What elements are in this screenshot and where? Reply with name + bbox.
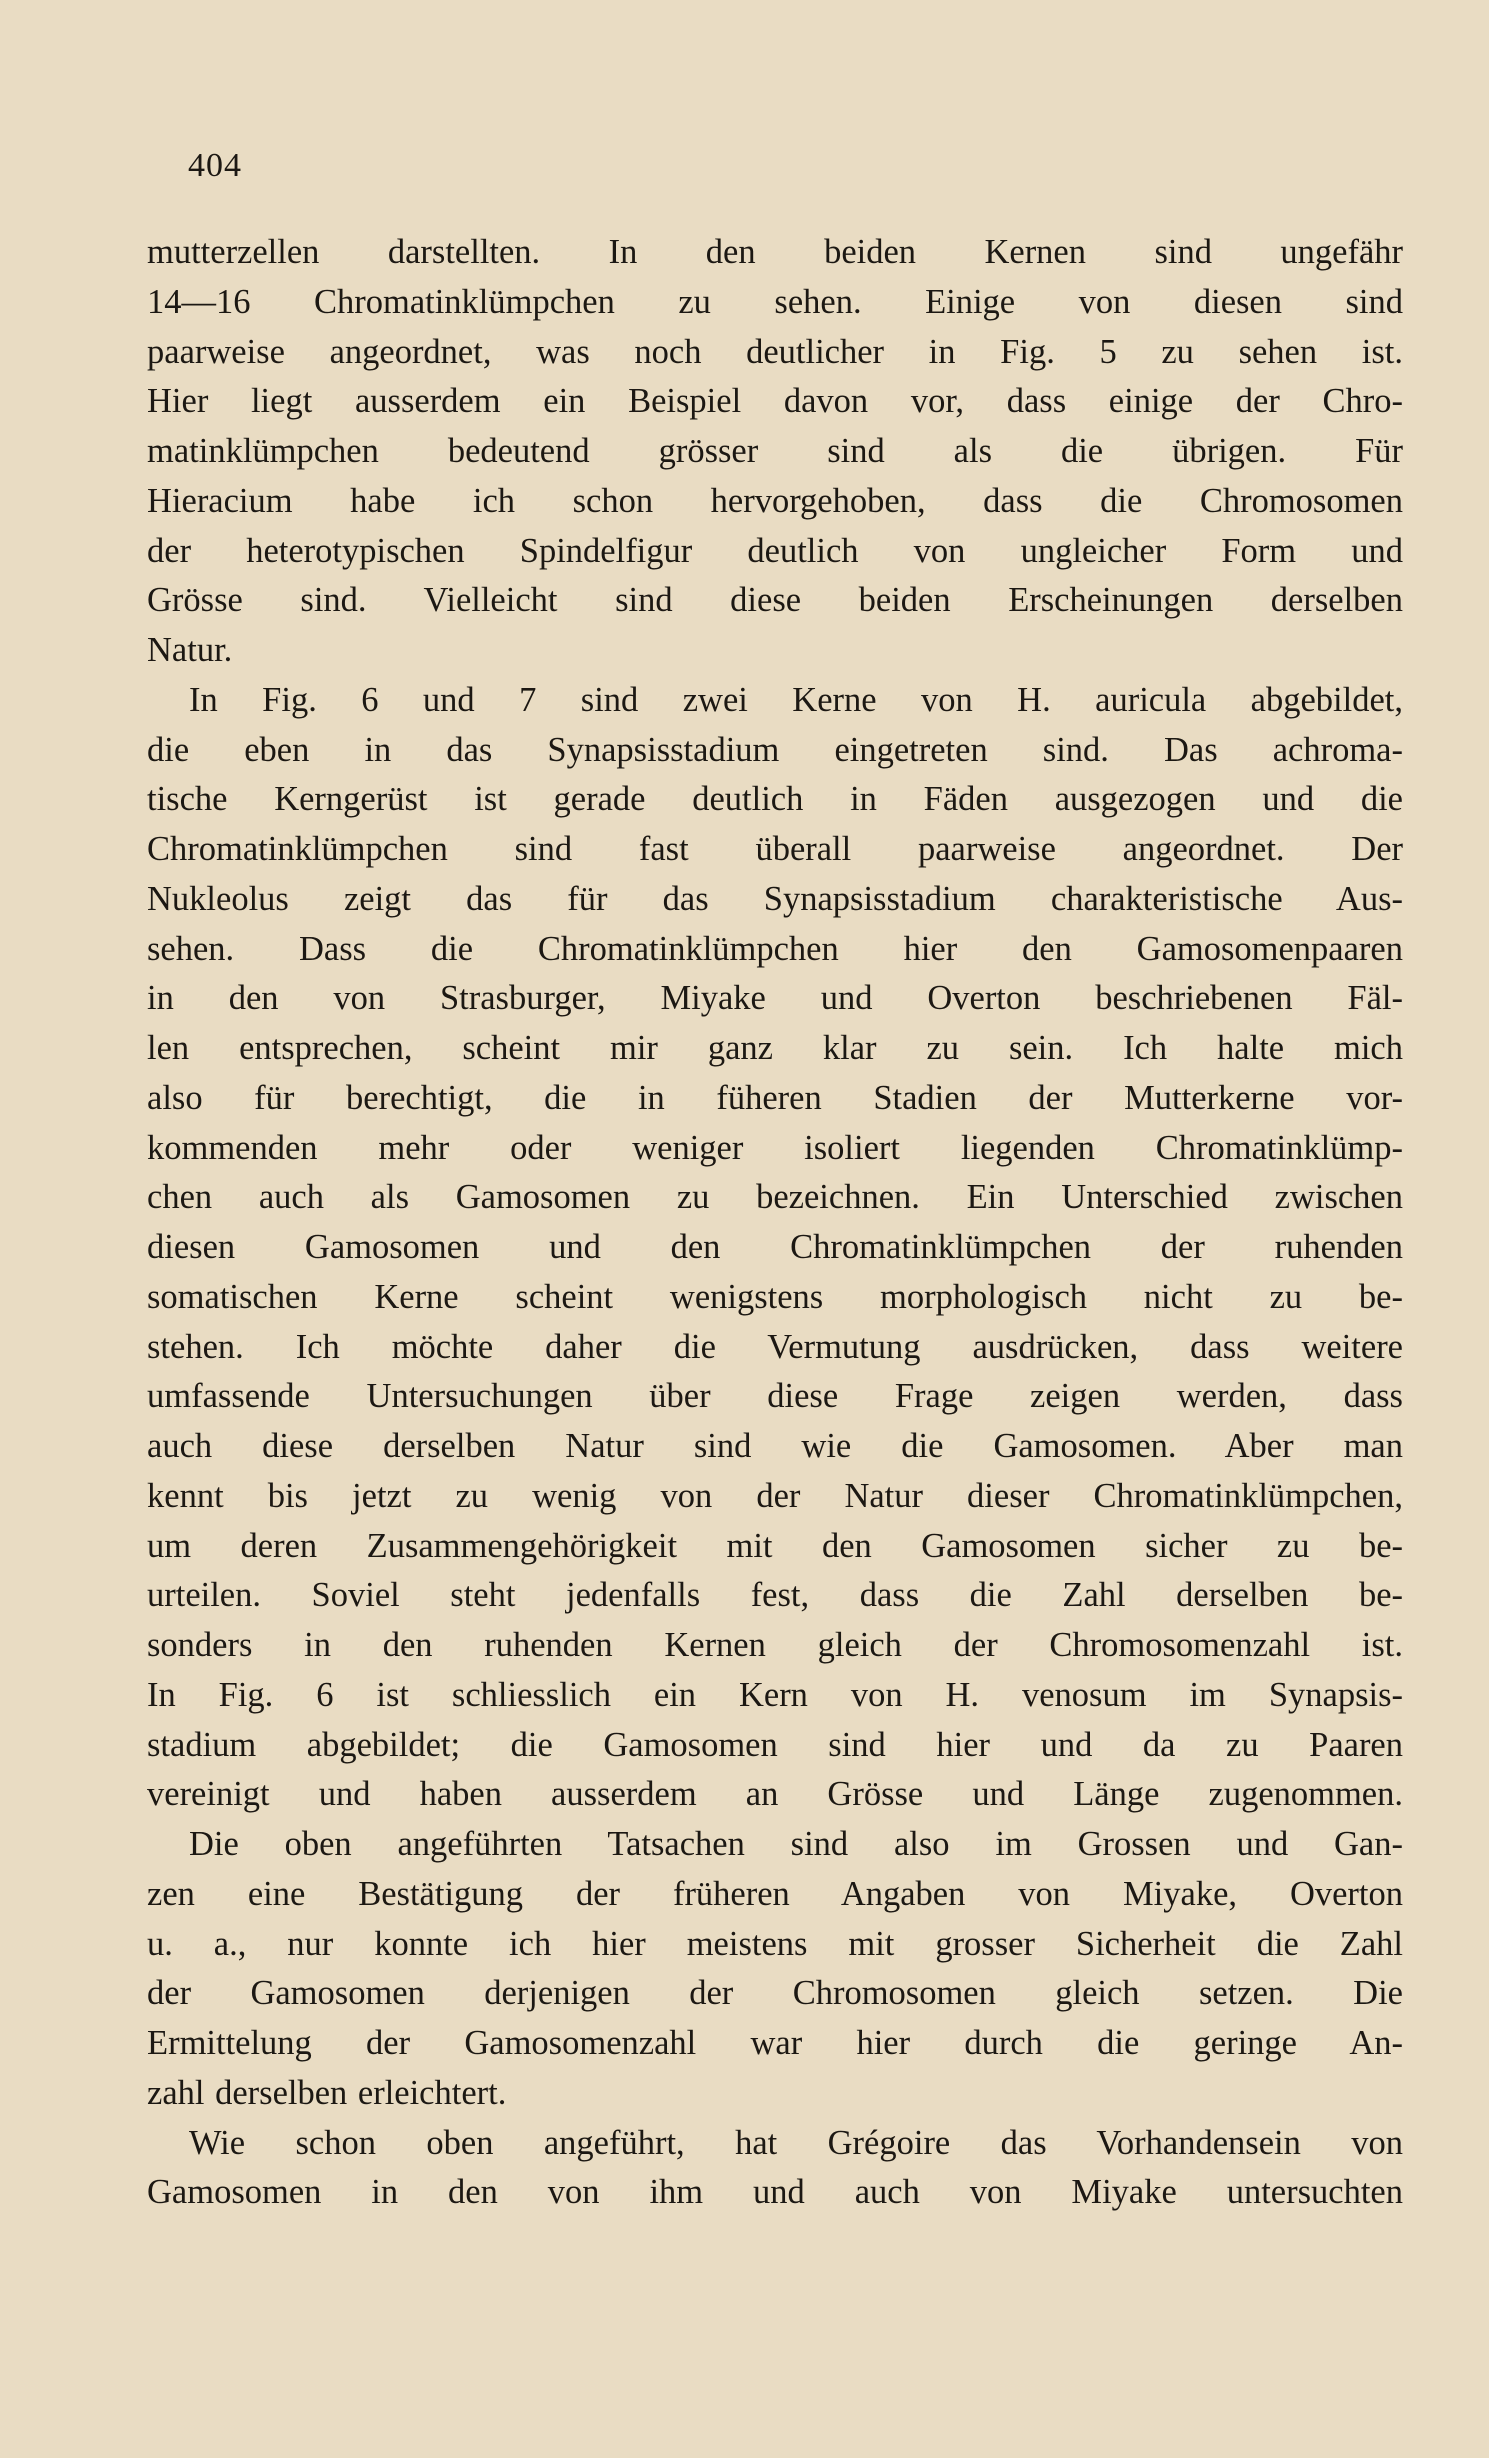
body-text: [147, 228, 1403, 2218]
text-line: somatischen Kerne scheint wenigstens morphologisch nicht zu be-: [147, 1277, 1403, 1316]
text-line: Natur.: [147, 631, 233, 669]
text-line: In Fig. 6 ist schliesslich ein Kern von H. venosum im Synapsis-: [147, 1675, 1403, 1714]
text-line: matinklümpchen bedeutend grösser sind als die übrigen. Für: [147, 432, 1403, 470]
text-line: der Gamosomen derjenigen der Chromosomen gleich setzen. Die: [147, 1974, 1403, 2013]
text-line: auch diese derselben Natur sind wie die Gamosomen. Aber man: [147, 1427, 1403, 1465]
text-line: kennt bis jetzt zu wenig von der Natur dieser Chromatinklümpchen,: [147, 1476, 1403, 1515]
text-line: umfassende Untersuchungen über diese Frage zeigen werden, dass: [147, 1377, 1403, 1416]
text-line: zen eine Bestätigung der früheren Angaben von Miyake, Overton: [147, 1874, 1403, 1913]
text-line: vereinigt und haben ausserdem an Grösse und Länge zugenommen.: [147, 1775, 1403, 1814]
text-line: diesen Gamosomen und den Chromatinklümpchen der ruhenden: [147, 1228, 1403, 1266]
text-line: Nukleolus zeigt das für das Synapsisstadium charakteristische Aus-: [147, 879, 1403, 918]
page-number: 404: [188, 147, 242, 184]
text-line: Grösse sind. Vielleicht sind diese beiden Erscheinungen derselben: [147, 581, 1403, 620]
text-line: Hieracium habe ich schon hervorgehoben, dass die Chromosomen: [147, 481, 1403, 520]
text-line: die eben in das Synapsisstadium eingetreten sind. Das achroma-: [147, 730, 1403, 769]
text-line: in den von Strasburger, Miyake und Overton beschriebenen Fäl-: [147, 979, 1403, 1018]
text-line: der heterotypischen Spindelfigur deutlich von ungleicher Form und: [147, 531, 1403, 570]
text-line: In Fig. 6 und 7 sind zwei Kerne von H. auricula abgebildet,: [189, 680, 1403, 719]
text-line: paarweise angeordnet, was noch deutlicher in Fig. 5 zu sehen ist.: [147, 332, 1403, 371]
text-line: kommenden mehr oder weniger isoliert liegenden Chromatinklümp-: [147, 1128, 1403, 1167]
text-line: Hier liegt ausserdem ein Beispiel davon vor, dass einige der Chro-: [147, 382, 1403, 421]
text-line: Gamosomen in den von ihm und auch von Miyake untersuchten: [147, 2173, 1403, 2212]
text-line: mutterzellen darstellten. In den beiden Kernen sind ungefähr: [147, 233, 1403, 271]
text-line: chen auch als Gamosomen zu bezeichnen. Ein Unterschied zwischen: [147, 1178, 1403, 1217]
text-line: tische Kerngerüst ist gerade deutlich in Fäden ausgezogen und die: [147, 780, 1403, 819]
text-line: Wie schon oben angeführt, hat Grégoire das Vorhandensein von: [189, 2123, 1403, 2162]
text-line: u. a., nur konnte ich hier meistens mit grosser Sicherheit die Zahl: [147, 1924, 1403, 1963]
text-line: Chromatinklümpchen sind fast überall paarweise angeordnet. Der: [147, 830, 1403, 868]
text-line: stadium abgebildet; die Gamosomen sind hier und da zu Paaren: [147, 1725, 1403, 1764]
text-line: Die oben angeführten Tatsachen sind also im Grossen und Gan-: [189, 1825, 1403, 1863]
text-line: urteilen. Soviel steht jedenfalls fest, dass die Zahl derselben be-: [147, 1576, 1403, 1615]
text-line: Ermittelung der Gamosomenzahl war hier durch die geringe An-: [147, 2024, 1403, 2062]
text-line: also für berechtigt, die in füheren Stadien der Mutterkerne vor-: [147, 1078, 1403, 1117]
text-line: um deren Zusammengehörigkeit mit den Gamosomen sicher zu be-: [147, 1526, 1403, 1565]
text-line: 14—16 Chromatinklümpchen zu sehen. Einige von diesen sind: [147, 282, 1403, 321]
text-line: sehen. Dass die Chromatinklümpchen hier den Gamosomenpaaren: [147, 929, 1403, 968]
text-line: stehen. Ich möchte daher die Vermutung ausdrücken, dass weitere: [147, 1327, 1403, 1366]
text-line: len entsprechen, scheint mir ganz klar zu sein. Ich halte mich: [147, 1029, 1403, 1067]
text-line: zahl derselben erleichtert.: [147, 2073, 507, 2112]
text-line: sonders in den ruhenden Kernen gleich der Chromosomenzahl ist.: [147, 1626, 1403, 1664]
